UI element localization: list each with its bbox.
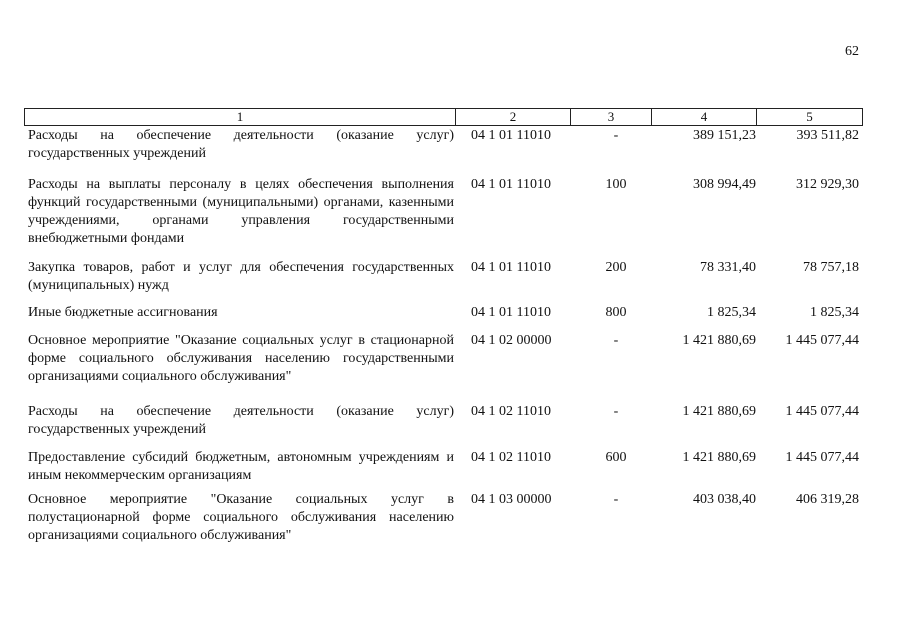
row-description: Предоставление субсидий бюджетным, автономным учреждениям и иным некоммерческим организациям (28, 450, 454, 483)
row-expense-type: - (613, 128, 619, 143)
row-value-5: 1 825,34 (810, 305, 859, 320)
row-value-4: 308 994,49 (693, 177, 756, 192)
row-code: 04 1 02 00000 (471, 333, 552, 348)
row-value-4: 1 421 880,69 (682, 450, 756, 465)
row-code: 04 1 01 11010 (471, 177, 551, 192)
row-description: Основное мероприятие "Оказание социальных услуг в стационарной форме социального обслуживания населению государственными организациями социального обслуживания" (28, 333, 454, 384)
row-description: Расходы на обеспечение деятельности (оказание услуг) государственных учреждений (28, 404, 454, 437)
row-expense-type: 100 (605, 177, 627, 192)
row-value-5: 78 757,18 (803, 260, 859, 275)
row-value-5: 1 445 077,44 (785, 404, 859, 419)
row-description: Расходы на выплаты персоналу в целях обеспечения выполнения функций государственными (муниципальными) органами, казенными учреждениями, органами управления государственными внебюджетными фондами (28, 177, 454, 246)
row-value-4: 78 331,40 (700, 260, 756, 275)
column-number-header (24, 108, 863, 126)
row-value-5: 406 319,28 (796, 492, 859, 507)
row-value-5: 1 445 077,44 (785, 333, 859, 348)
row-code: 04 1 02 11010 (471, 404, 551, 419)
row-code: 04 1 01 11010 (471, 305, 551, 320)
header-cell-5: 5 (757, 109, 863, 126)
row-expense-type: - (613, 333, 619, 348)
row-value-5: 1 445 077,44 (785, 450, 859, 465)
row-value-5: 312 929,30 (796, 177, 859, 192)
row-code: 04 1 01 11010 (471, 260, 551, 275)
row-value-4: 403 038,40 (693, 492, 756, 507)
row-description: Расходы на обеспечение деятельности (оказание услуг) государственных учреждений (28, 128, 454, 161)
header-cell-1: 1 (25, 109, 456, 126)
row-code: 04 1 02 11010 (471, 450, 551, 465)
header-cell-2: 2 (456, 109, 571, 126)
row-value-4: 1 825,34 (707, 305, 756, 320)
row-expense-type: 800 (605, 305, 627, 320)
row-expense-type: - (613, 492, 619, 507)
row-code: 04 1 03 00000 (471, 492, 552, 507)
row-description: Основное мероприятие "Оказание социальных услуг в полустационарной форме социального обслуживания населению организациями социального обслуживания" (28, 492, 454, 543)
header-cell-4: 4 (652, 109, 757, 126)
row-description: Закупка товаров, работ и услуг для обеспечения государственных (муниципальных) нужд (28, 260, 454, 293)
row-description: Иные бюджетные ассигнования (28, 305, 218, 320)
row-expense-type: 600 (605, 450, 627, 465)
row-value-4: 389 151,23 (693, 128, 756, 143)
row-code: 04 1 01 11010 (471, 128, 551, 143)
header-row (25, 109, 863, 126)
row-value-5: 393 511,82 (796, 128, 859, 143)
row-expense-type: 200 (605, 260, 627, 275)
page-number: 62 (845, 44, 859, 59)
row-value-4: 1 421 880,69 (682, 404, 756, 419)
header-cell-3: 3 (571, 109, 652, 126)
row-expense-type: - (613, 404, 619, 419)
row-value-4: 1 421 880,69 (682, 333, 756, 348)
